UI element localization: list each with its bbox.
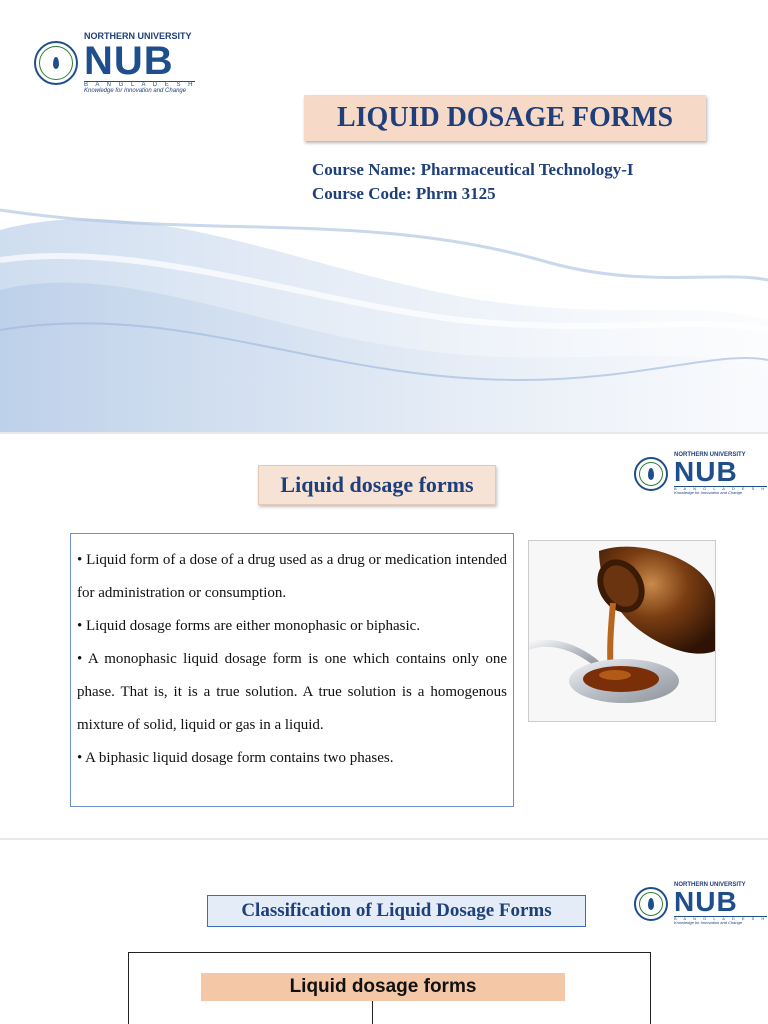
diagram-connector <box>372 1001 373 1024</box>
nub-logo-small <box>634 452 767 495</box>
logo-university: NORTHERN UNIVERSITY <box>674 882 746 888</box>
presentation-title: LIQUID DOSAGE FORMS <box>304 95 706 141</box>
diagram-root-label: Liquid dosage forms <box>201 973 565 1001</box>
section-title: Classification of Liquid Dosage Forms <box>207 895 586 927</box>
syrup-bottle-spoon-photo <box>528 540 716 722</box>
logo-university: NORTHERN UNIVERSITY <box>84 31 192 41</box>
definition-box <box>70 533 514 807</box>
nub-seal-icon <box>634 887 668 921</box>
nub-logo <box>34 32 195 94</box>
logo-country: B A N G L A D E S H <box>84 82 196 88</box>
logo-country: B A N G L A D E S H <box>674 916 768 921</box>
nub-seal-icon <box>34 41 78 85</box>
logo-brand: NUB <box>674 456 738 487</box>
bullet-item: • Liquid dosage forms are either monophasic or biphasic. <box>77 618 421 634</box>
logo-country: B A N G L A D E S H <box>674 486 768 491</box>
bullet-item: • Liquid form of a dose of a drug used as a drug or medication intended for administration or consumption. <box>77 552 507 601</box>
logo-tagline: Knowledge for Innovation and Change <box>674 920 743 925</box>
logo-brand: NUB <box>674 886 738 917</box>
section-title: Liquid dosage forms <box>258 465 496 505</box>
logo-tagline: Knowledge for Innovation and Change <box>84 88 187 94</box>
course-code: Course Code: Phrm 3125 <box>312 184 496 203</box>
classification-slide <box>0 840 768 1024</box>
bullet-item: • A biphasic liquid dosage form contains two phases. <box>77 750 394 766</box>
nub-logo-small <box>634 882 767 925</box>
classification-diagram <box>128 952 651 1024</box>
bullet-item: • A monophasic liquid dosage form is one which contains only one phase. That is, it is a true solution. A true solution is a homogenous mixture of solid, liquid or gas in a liquid. <box>77 651 507 733</box>
definition-slide <box>0 434 768 838</box>
logo-brand: NUB <box>84 39 174 83</box>
course-name: Course Name: Pharmaceutical Technology-I <box>312 160 634 179</box>
logo-tagline: Knowledge for Innovation and Change <box>674 490 743 495</box>
title-slide <box>0 0 768 432</box>
logo-university: NORTHERN UNIVERSITY <box>674 452 746 458</box>
nub-seal-icon <box>634 457 668 491</box>
